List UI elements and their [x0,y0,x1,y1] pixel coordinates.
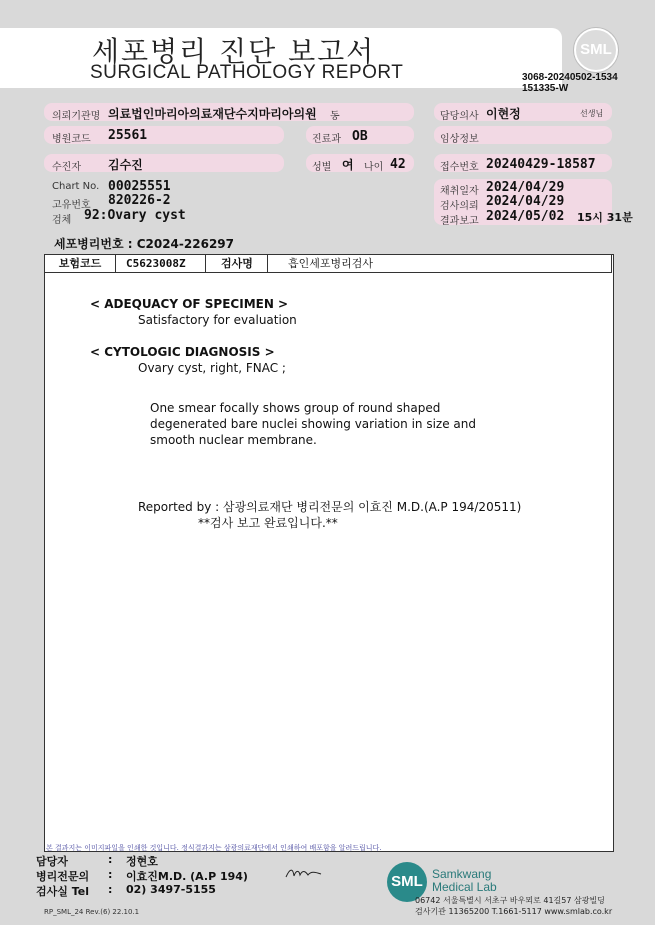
lab-name-line-1: Samkwang [432,867,492,881]
test-info-row [44,254,612,273]
report-body [44,254,614,852]
hospital-code-value: 25561 [108,128,148,143]
unique-label: 고유번호 [52,200,91,211]
finding-line-1: One smear focally shows group of round shaped [150,401,441,415]
request-value: 2024/04/29 [486,194,565,209]
collect-value: 2024/04/29 [486,180,565,195]
pathologist-label: 병리전문의 [36,870,90,883]
insurance-code-label: 보험코드 [45,255,116,272]
chart-value: 00025551 [108,179,171,194]
report-id [522,72,618,94]
pathologist-colon: : [108,868,113,881]
dept-label: 진료과 [312,134,341,145]
collect-label: 채취일자 [440,186,479,197]
patient-value: 김수진 [108,158,143,172]
unique-value: 820226-2 [108,193,171,208]
doctor-label: 담당의사 [440,111,479,122]
tel-colon: : [108,883,113,896]
finding-line-2: degenerated bare nuclei showing variation in size and [150,417,476,431]
institution-label: 의뢰기관명 [52,111,101,122]
staff-label: 담당자 [36,855,68,868]
institution-value: 의료법인마리아의료재단수지마리아의원 [108,107,317,121]
ward-label: 동 [330,111,340,122]
chart-label: Chart No. [52,181,100,192]
hospital-code-label: 병원코드 [52,134,91,145]
sex-value: 여 [342,158,354,172]
clinical-label: 임상정보 [440,134,479,145]
sml-logo-text: SML [580,41,612,58]
report-title-english: SURGICAL PATHOLOGY REPORT [90,62,404,83]
test-name-value: 흡인세포병리검사 [288,257,374,270]
patient-label: 수진자 [52,162,81,173]
age-value: 42 [390,157,406,172]
diagnosis-text: Ovary cyst, right, FNAC ; [138,361,286,375]
staff-colon: : [108,853,113,866]
adequacy-title: < ADEQUACY OF SPECIMEN > [90,297,289,311]
lab-name-line-2: Medical Lab [432,880,497,894]
sml-logo [574,28,618,72]
signature [284,866,324,880]
lab-address [415,895,612,917]
report-complete: **검사 보고 완료입니다.** [198,516,338,530]
adequacy-text: Satisfactory for evaluation [138,313,297,327]
reception-value: 20240429-18587 [486,157,596,172]
print-notice: 본 결과지는 이미지파일을 인쇄한 것입니다. 정식결과지는 삼광의료재단에서 인쇄하여 배포함을 알려드립니다. [46,844,382,852]
lab-logo-text: SML [391,873,423,890]
finding-line-3: smooth nuclear membrane. [150,433,317,447]
reception-label: 접수번호 [440,162,479,173]
doctor-value: 이현정 [486,107,521,121]
pathologist-value: 이효진M.D. (A.P 194) [126,870,248,883]
address-line-1: 06742 서울특별시 서초구 바우뫼로 41길57 삼광빌딩 [415,896,605,905]
doctor-suffix: 선생님 [580,109,604,118]
address-line-2: 검사기관 11365200 T.1661-5117 www.smlab.co.kr [415,907,613,916]
tel-value: 02) 3497-5155 [126,883,216,896]
result-time: 15시 31분 [577,211,633,224]
sex-label: 성별 [312,162,332,173]
form-revision: RP_SML_24 Rev.(6) 22.10.1 [44,908,140,916]
lab-name [432,868,497,894]
diagnosis-title: < CYTOLOGIC DIAGNOSIS > [90,345,275,359]
insurance-code-value: C5623008Z [116,255,206,272]
dept-value: OB [352,129,368,144]
tel-label: 검사실 Tel [36,885,89,898]
specimen-label: 검체 [52,215,72,226]
result-label: 결과보고 [440,216,479,227]
staff-value: 정현호 [126,855,158,868]
report-id-line-2: 151335-W [522,83,569,94]
report-id-line-1: 3068-20240502-1534 [522,72,618,83]
reported-by: Reported by : 삼광의료재단 병리전문의 이효진 M.D.(A.P 194/20511) [138,500,522,514]
specimen-value: 92:Ovary cyst [84,208,186,223]
test-name-label: 검사명 [207,255,268,272]
age-label: 나이 [364,162,384,173]
report-title-korean: 세포병리 진단 보고서 [92,35,376,68]
case-number: 세포병리번호 : C2024-226297 [54,237,234,251]
request-label: 검사의뢰 [440,201,479,212]
result-value: 2024/05/02 [486,209,565,224]
